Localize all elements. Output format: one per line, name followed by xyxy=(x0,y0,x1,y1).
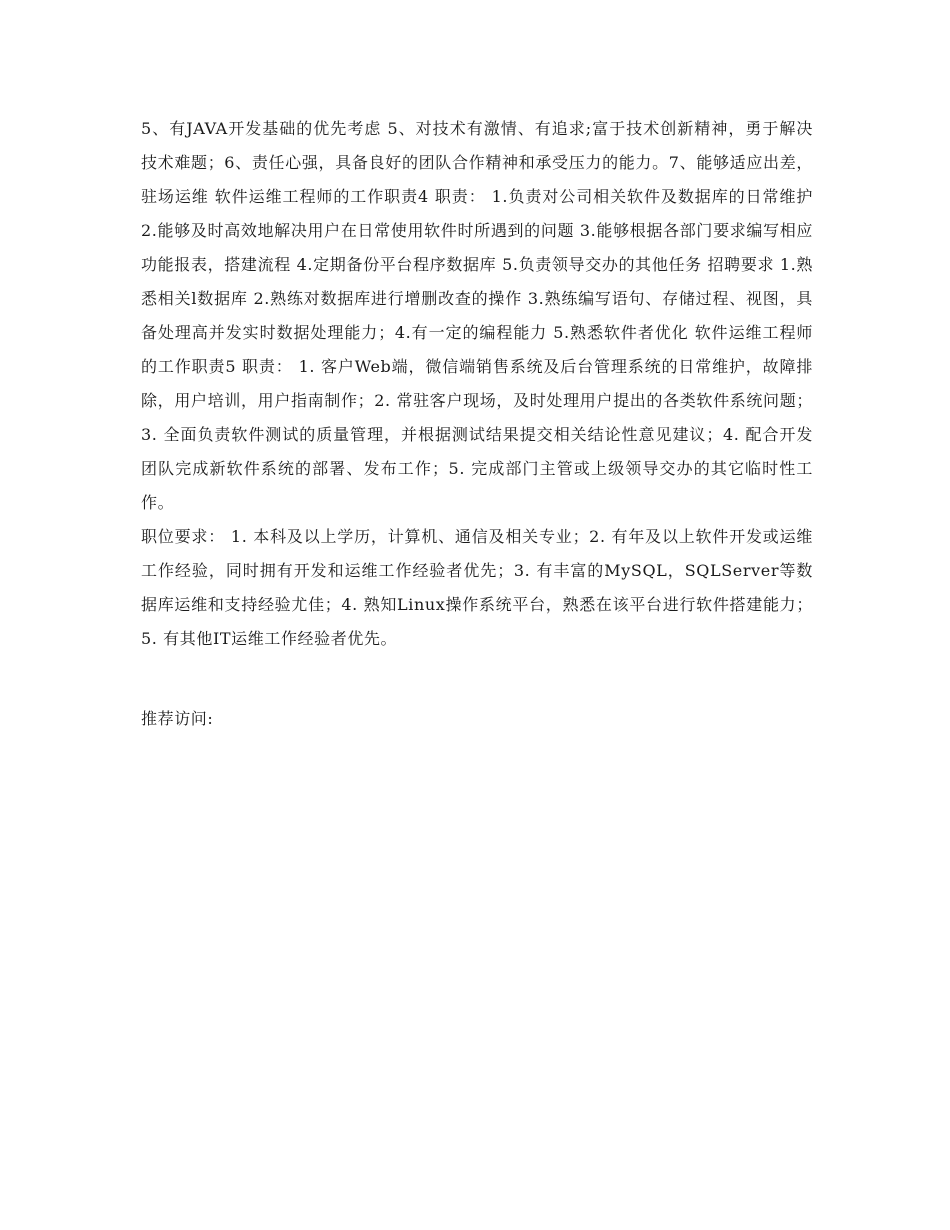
document-page xyxy=(141,112,813,736)
paragraph-spacer xyxy=(141,656,813,702)
recommend-visit-label: 推荐访问: xyxy=(141,709,214,728)
job-duties-paragraph: 5、有JAVA开发基础的优先考虑 5、对技术有激情、有追求;富于技术创新精神，勇于解决技术难题；6、责任心强，具备良好的团队合作精神和承受压力的能力。7、能够适应出差，驻场运维 软件运维工程师的工作职责4 职责： 1.负责对公司相关软件及数据库的日常维护 2.能够及时高效地解决用户在日常使用软件时所遇到的问题 3.能够根据各部门要求编写相应功能报表，搭建流程 4.定期备份平台程序数据库 5.负责领导交办的其他任务 招聘要求 1.熟悉相关l数据库 2.熟练对数据库进行增删改查的操作 3.熟练编写语句、存储过程、视图，具备处理高并发实时数据处理能力；4.有一定的编程能力 5.熟悉软件者优化 软件运维工程师的工作职责5 职责： 1. 客户Web端，微信端销售系统及后台管理系统的日常维护，故障排除，用户培训，用户指南制作；2. 常驻客户现场，及时处理用户提出的各类软件系统问题；3. 全面负责软件测试的质量管理，并根据测试结果提交相关结论性意见建议；4. 配合开发团队完成新软件系统的部署、发布工作；5. 完成部门主管或上级领导交办的其它临时性工作。 xyxy=(141,119,813,512)
job-requirements-paragraph: 职位要求： 1. 本科及以上学历，计算机、通信及相关专业；2. 有年及以上软件开发或运维工作经验，同时拥有开发和运维工作经验者优先；3. 有丰富的MySQL，SQLServer等数据库运维和支持经验尤佳；4. 熟知Linux操作系统平台，熟悉在该平台进行软件搭建能力；5. 有其他IT运维工作经验者优先。 xyxy=(141,527,813,648)
